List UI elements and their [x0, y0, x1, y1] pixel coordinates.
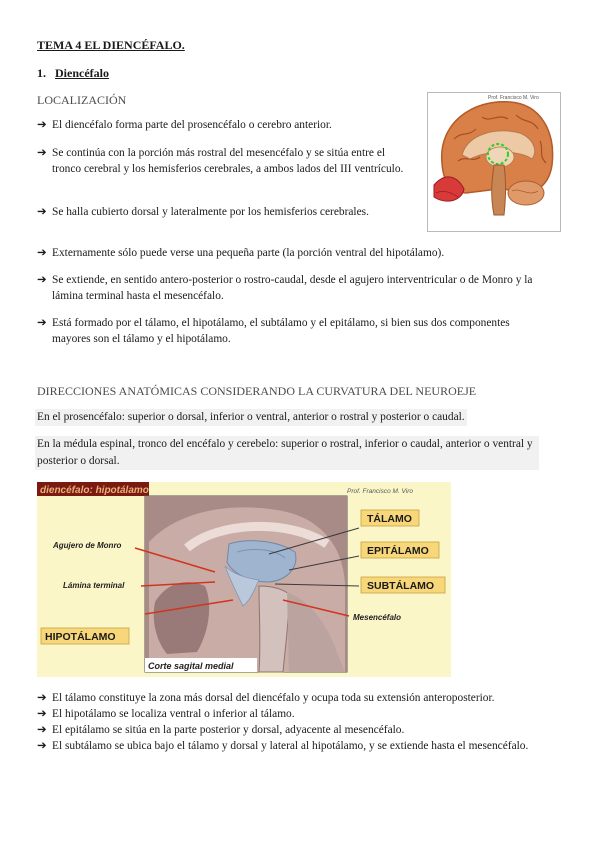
label-agujero-monro: Agujero de Monro: [53, 541, 122, 550]
section-title: Diencéfalo: [55, 66, 109, 80]
list-item: ➔ El subtálamo se ubica bajo el tálamo y dorsal y lateral al hipotálamo, y se extiende hasta el mesencéfalo.: [37, 739, 537, 755]
section-number: 1.: [37, 66, 46, 80]
localizacion-heading: LOCALIZACIÓN: [37, 93, 127, 107]
label-hipotalamo: HIPOTÁLAMO: [45, 631, 116, 643]
arrow-bullet-icon: ➔: [37, 724, 47, 736]
label-mesencefalo: Mesencéfalo: [353, 613, 402, 622]
brain-sagittal-image: [427, 92, 561, 232]
list-item: ➔ El diencéfalo forma parte del prosencéfalo o cerebro anterior.: [37, 118, 417, 134]
list-item: ➔ Se continúa con la porción más rostral del mesencéfalo y se sitúa entre el tronco cerebral y los hemisferios cerebrales, a ambos lados del III ventrículo.: [37, 147, 404, 175]
list-item: ➔ Está formado por el tálamo, el hipotálamo, el subtálamo y el epitálamo, si bien sus dos componentes mayores son el tálamo y el hipotálamo.: [37, 317, 510, 345]
arrow-bullet-icon: ➔: [37, 274, 47, 286]
arrow-bullet-icon: ➔: [37, 119, 47, 131]
figure2-credit: Prof. Francisco M. Viro: [347, 488, 413, 495]
list-item: ➔ El epitálamo se sitúa en la parte posterior y dorsal, adyacente al mesencéfalo.: [37, 723, 577, 739]
list-item: ➔ Se halla cubierto dorsal y lateralmente por los hemisferios cerebrales.: [37, 205, 372, 221]
figure2-caption: Corte sagital medial: [148, 661, 234, 671]
label-subtalamo: SUBTÁLAMO: [367, 580, 435, 592]
arrow-bullet-icon: ➔: [37, 147, 47, 159]
label-epitalamo: EPITÁLAMO: [367, 545, 429, 557]
list-item: ➔ Externamente sólo puede verse una pequeña parte (la porción ventral del hipotálamo).: [37, 246, 567, 262]
arrow-bullet-icon: ➔: [37, 708, 47, 720]
list-item: ➔ El tálamo constituye la zona más dorsal del diencéfalo y ocupa toda su extensión anteroposterior.: [37, 691, 577, 707]
arrow-bullet-icon: ➔: [37, 206, 47, 218]
list-item: ➔ El hipotálamo se localiza ventral o inferior al tálamo.: [37, 707, 577, 723]
section-heading: [37, 66, 109, 81]
diencephalon-diagram: [37, 482, 451, 677]
page-title: TEMA 4 EL DIENCÉFALO.: [37, 38, 185, 52]
arrow-bullet-icon: ➔: [37, 247, 47, 259]
arrow-bullet-icon: ➔: [37, 692, 47, 704]
arrow-bullet-icon: ➔: [37, 740, 47, 752]
label-talamo: TÁLAMO: [367, 513, 412, 525]
label-lamina-terminal: Lámina terminal: [63, 581, 125, 590]
direcciones-paragraph-2: En la médula espinal, tronco del encéfalo y cerebelo: superior o rostral, inferior o caudal, anterior o ventral y posterior o dorsal.: [35, 436, 539, 470]
figure2-header: diencéfalo: hipotálamo: [40, 485, 149, 496]
list-item: ➔ Se extiende, en sentido antero-posterior o rostro-caudal, desde el agujero interventricular o de Monro y la lámina terminal hasta el mesencéfalo.: [37, 274, 533, 302]
direcciones-paragraph-1: En el prosencéfalo: superior o dorsal, inferior o ventral, anterior o rostral y posterior o caudal.: [35, 409, 467, 426]
direcciones-heading: DIRECCIONES ANATÓMICAS CONSIDERANDO LA CURVATURA DEL NEUROEJE: [37, 384, 477, 398]
arrow-bullet-icon: ➔: [37, 317, 47, 329]
figure1-credit: Prof. Francisco M. Viro: [488, 95, 539, 101]
